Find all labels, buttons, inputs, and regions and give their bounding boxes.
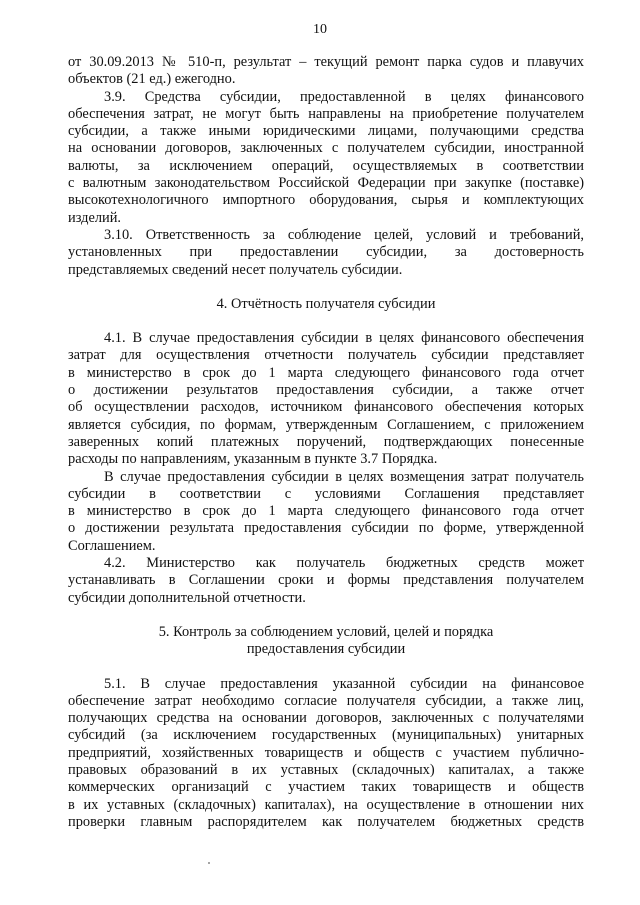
text-line: о достижении результатов предоставления субсидии, а также отчет (68, 382, 584, 399)
paragraph-3-9 (68, 89, 584, 227)
text-line: получающих средства на основании договоров, заключенных с получателями (68, 710, 584, 727)
section-title-line: 5. Контроль за соблюдением условий, целей и порядка (158, 623, 494, 640)
text-line: 4.1. В случае предоставления субсидии в целях финансового обеспечения (104, 330, 584, 347)
text-line: валюты, за исключением операций, осуществляемых в соответствии (68, 157, 584, 174)
text-line: 4.2. Министерство как получатель бюджетных средств может (104, 555, 584, 572)
text-line: заверенных копий платежных поручений, подтверждающих понесенные (68, 433, 584, 450)
paragraph-4-1-b (68, 469, 584, 555)
text-line: затрат для осуществления отчетности получатель субсидии представляет (68, 347, 584, 364)
section-5-title (68, 624, 584, 659)
text-line: коммерческих организаций с участием таких товариществ и обществ (68, 779, 584, 796)
text-line: в их уставных (складочных) капиталах), на осуществление в отношении них (68, 796, 584, 813)
text-line: с валютным законодательством Российской Федерации при закупке (поставке) (68, 175, 584, 192)
text-line: 3.10. Ответственность за соблюдение целей, условий и требований, (104, 226, 584, 243)
text-line: 3.9. Средства субсидии, предоставленной в целях финансового (104, 88, 584, 105)
text-line: проверки главным распорядителем как получателем бюджетных средств (68, 813, 584, 830)
document-body (68, 54, 584, 831)
text-line: субсидии, а также иными юридическими лицами, получающими средства (68, 123, 584, 140)
text-line: предприятий, хозяйственных товариществ и обществ с участием публично- (68, 744, 584, 761)
page-number: 10 (313, 22, 327, 37)
text-line: в министерство в срок до 1 марта следующего финансового года отчет (68, 503, 584, 520)
text-line: расходы по направлениям, указанным в пункте 3.7 Порядка. (68, 451, 438, 468)
text-line: является субсидия, по формам, утвержденным Соглашением, с приложением (68, 416, 584, 433)
paragraph-3-10 (68, 227, 584, 279)
text-line: об осуществлении расходов, источником финансового обеспечения которых (68, 399, 584, 416)
section-4-title: 4. Отчётность получателя субсидии (216, 295, 436, 312)
text-line: обеспечения затрат, не могут быть направлены на приобретение получателем (68, 105, 584, 122)
paragraph-3-8-end (68, 54, 584, 89)
paragraph-5-1 (68, 676, 584, 832)
text-line: 5.1. В случае предоставления указанной субсидии на финансовое (104, 675, 584, 692)
text-line: В случае предоставления субсидии в целях возмещения затрат получатель (104, 468, 584, 485)
text-line: представляемых сведений несет получатель субсидии. (68, 261, 403, 278)
text-line: субсидии в соответствии с условиями Соглашения представляет (68, 485, 584, 502)
scan-speck (208, 862, 210, 864)
paragraph-4-2 (68, 555, 584, 607)
text-line: обеспечение затрат необходимо согласие получателя субсидии, а также лиц, (68, 692, 584, 709)
text-line: о достижении результата предоставления субсидии по форме, утвержденной (68, 520, 584, 537)
text-line: объектов (21 ед.) ежегодно. (68, 71, 236, 88)
paragraph-4-1 (68, 330, 584, 468)
text-line: в министерство в срок до 1 марта следующего финансового года отчет (68, 364, 584, 381)
text-line: субсидии дополнительной отчетности. (68, 589, 306, 606)
text-line: Соглашением. (68, 537, 156, 554)
text-line: устанавливать в Соглашении сроки и формы представления получателем (68, 572, 584, 589)
text-line: субсидий (за исключением государственных (муниципальных) унитарных (68, 727, 584, 744)
text-line: высокотехнологичного импортного оборудования, сырья и комплектующих (68, 192, 584, 209)
text-line: установленных при предоставлении субсидии, за достоверность (68, 244, 584, 261)
text-line: от 30.09.2013 № 510-п, результат – текущий ремонт парка судов и плавучих (68, 54, 584, 70)
text-line: на основании договоров, заключенных с получателем субсидии, иностранной (68, 140, 584, 157)
text-line: правовых образований в их уставных (складочных) капиталах, а также (68, 761, 584, 778)
text-line: изделий. (68, 209, 122, 226)
section-title-line: предоставления субсидии (246, 641, 406, 658)
